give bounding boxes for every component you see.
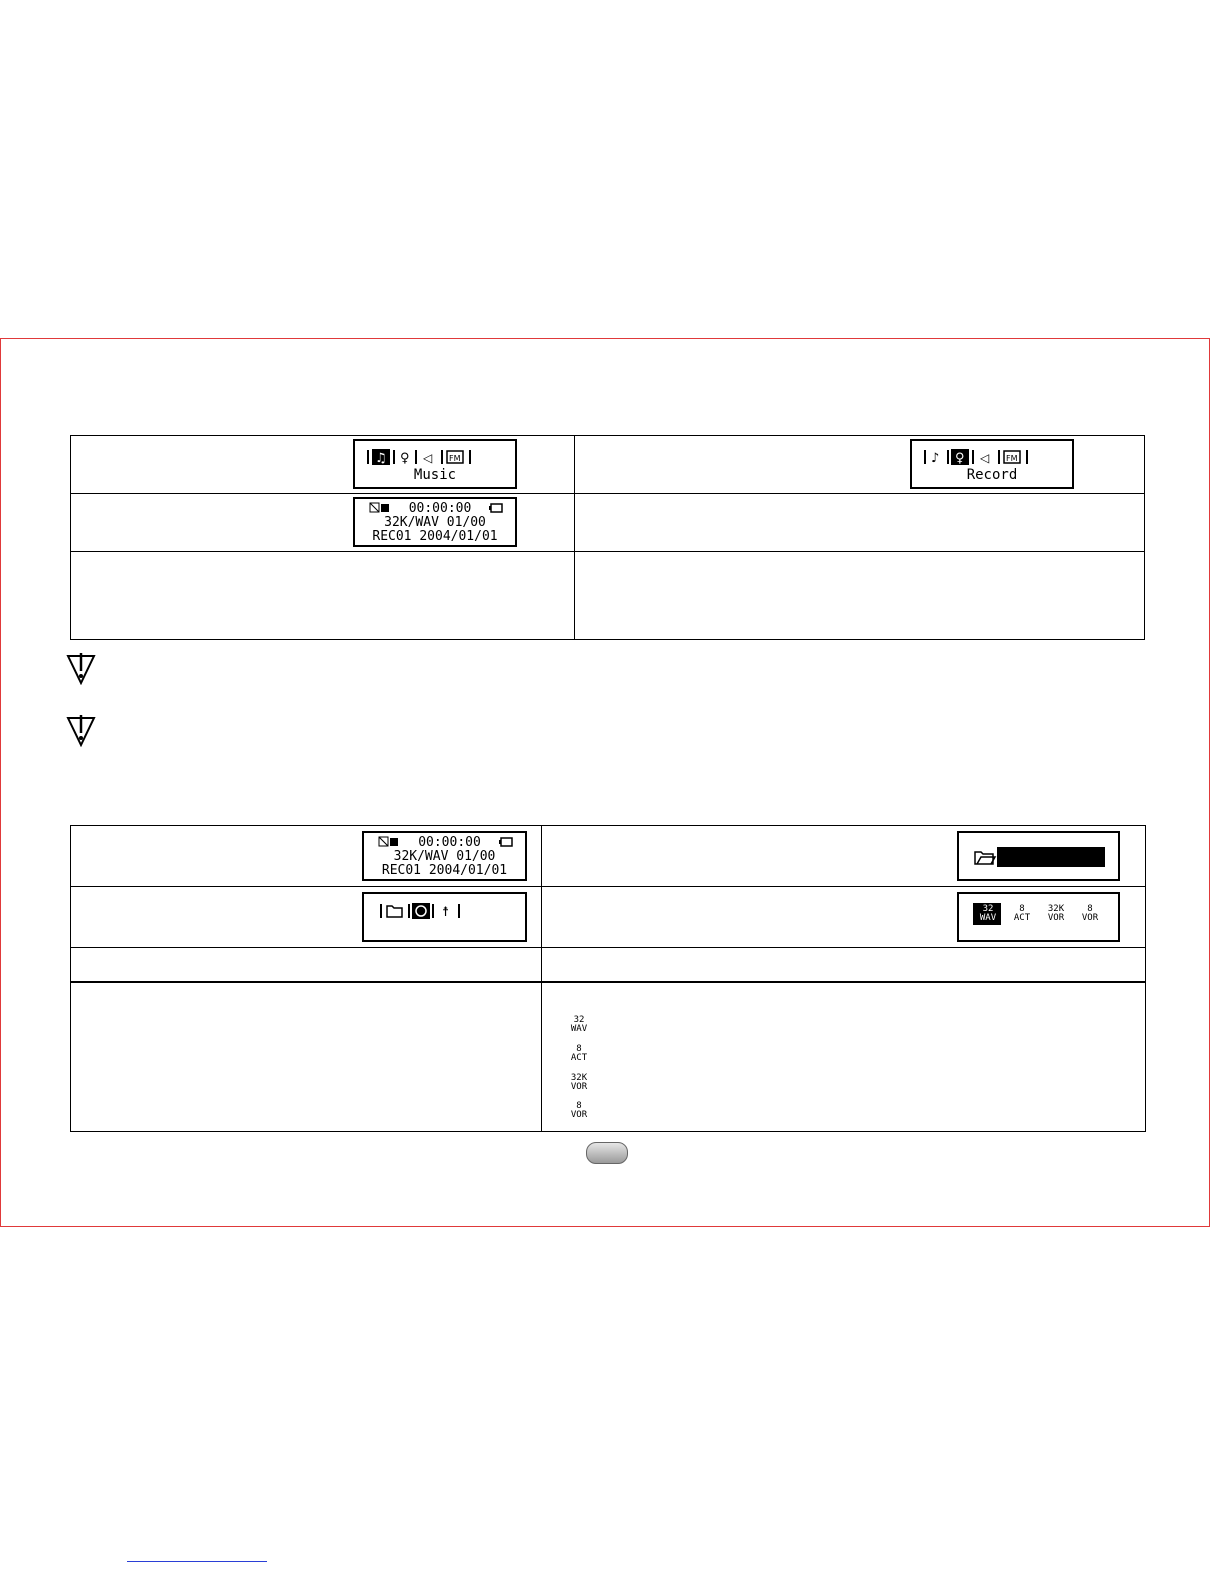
setting-icon-bottom: WAV bbox=[570, 1024, 588, 1034]
setting-icon-item bbox=[564, 1016, 594, 1036]
svg-text:♀: ♀ bbox=[955, 451, 965, 466]
lcd-label-record: Record bbox=[966, 467, 1018, 483]
warning-icon bbox=[66, 715, 96, 747]
setting-icon-top: 8 bbox=[576, 1044, 582, 1054]
svg-text:◁: ◁ bbox=[980, 451, 990, 465]
settings-strip-bottom: ACT bbox=[1013, 913, 1031, 923]
lcd-label-music: Music bbox=[413, 467, 457, 483]
settings-strip-bottom: VOR bbox=[1047, 913, 1065, 923]
footer-link-underline[interactable] bbox=[127, 1561, 267, 1562]
setting-icon-bottom: VOR bbox=[570, 1082, 588, 1092]
lcd-format: 32K/WAV 01/00 bbox=[393, 849, 496, 864]
setting-icon-item bbox=[564, 1102, 594, 1122]
table-divider bbox=[574, 435, 575, 640]
lcd-format: 32K/WAV 01/00 bbox=[384, 515, 486, 530]
menu-icons-row bbox=[922, 447, 1067, 467]
svg-text:♫: ♫ bbox=[375, 451, 387, 466]
setting-icon-item bbox=[564, 1074, 594, 1094]
svg-text:♪: ♪ bbox=[931, 451, 940, 466]
lcd-file-date: REC01 2004/01/01 bbox=[372, 529, 498, 544]
settings-strip-top: 8 bbox=[1019, 904, 1025, 914]
page-number-pill bbox=[586, 1142, 628, 1164]
settings-strip-top: 32 bbox=[982, 904, 994, 914]
battery-icon bbox=[489, 503, 503, 513]
menu-icons-row bbox=[365, 447, 510, 467]
lcd-time: 00:00:00 bbox=[408, 501, 472, 516]
lcd-file-date: REC01 2004/01/01 bbox=[381, 863, 508, 878]
settings-strip-top: 32K bbox=[1047, 904, 1065, 914]
lcd-time: 00:00:00 bbox=[418, 835, 481, 850]
setting-icon-top: 32K bbox=[570, 1073, 588, 1083]
svg-text:♀: ♀ bbox=[400, 451, 410, 466]
lcd-folder-select bbox=[957, 831, 1120, 881]
table-divider bbox=[541, 825, 542, 1132]
table-divider bbox=[70, 981, 1146, 983]
setting-icon-item bbox=[564, 1045, 594, 1065]
table-divider bbox=[70, 493, 1145, 494]
svg-text:☨: ☨ bbox=[442, 905, 450, 920]
svg-text:FM: FM bbox=[449, 454, 461, 463]
settings-strip-top: 8 bbox=[1087, 904, 1093, 914]
lcd-menu-music bbox=[353, 439, 517, 489]
table-divider bbox=[70, 886, 1146, 887]
svg-text:FM: FM bbox=[1006, 454, 1018, 463]
settings-strip-bottom: VOR bbox=[1081, 913, 1099, 923]
folder-highlight-bar bbox=[997, 847, 1105, 867]
setting-icon-list bbox=[564, 1016, 604, 1126]
setting-icon-bottom: VOR bbox=[570, 1110, 588, 1120]
setting-icon-top: 8 bbox=[576, 1101, 582, 1111]
lcd-record-status bbox=[362, 831, 527, 881]
svg-text:◁: ◁ bbox=[423, 451, 433, 465]
settings-strip-bottom: WAV bbox=[979, 913, 997, 923]
setting-icon-top: 32 bbox=[573, 1015, 585, 1025]
lcd-record-submenu bbox=[362, 892, 527, 942]
table-divider bbox=[70, 947, 1146, 948]
lcd-record-status bbox=[353, 497, 517, 547]
table-divider bbox=[70, 551, 1145, 552]
setting-icon-bottom: ACT bbox=[570, 1053, 588, 1063]
folder-icon bbox=[973, 848, 997, 866]
settings-strip-row bbox=[973, 903, 1113, 925]
battery-icon bbox=[499, 837, 513, 847]
submenu-icons-row bbox=[378, 901, 498, 921]
lcd-menu-record bbox=[910, 439, 1074, 489]
warning-icon bbox=[66, 653, 96, 685]
lcd-settings-strip bbox=[957, 892, 1120, 942]
